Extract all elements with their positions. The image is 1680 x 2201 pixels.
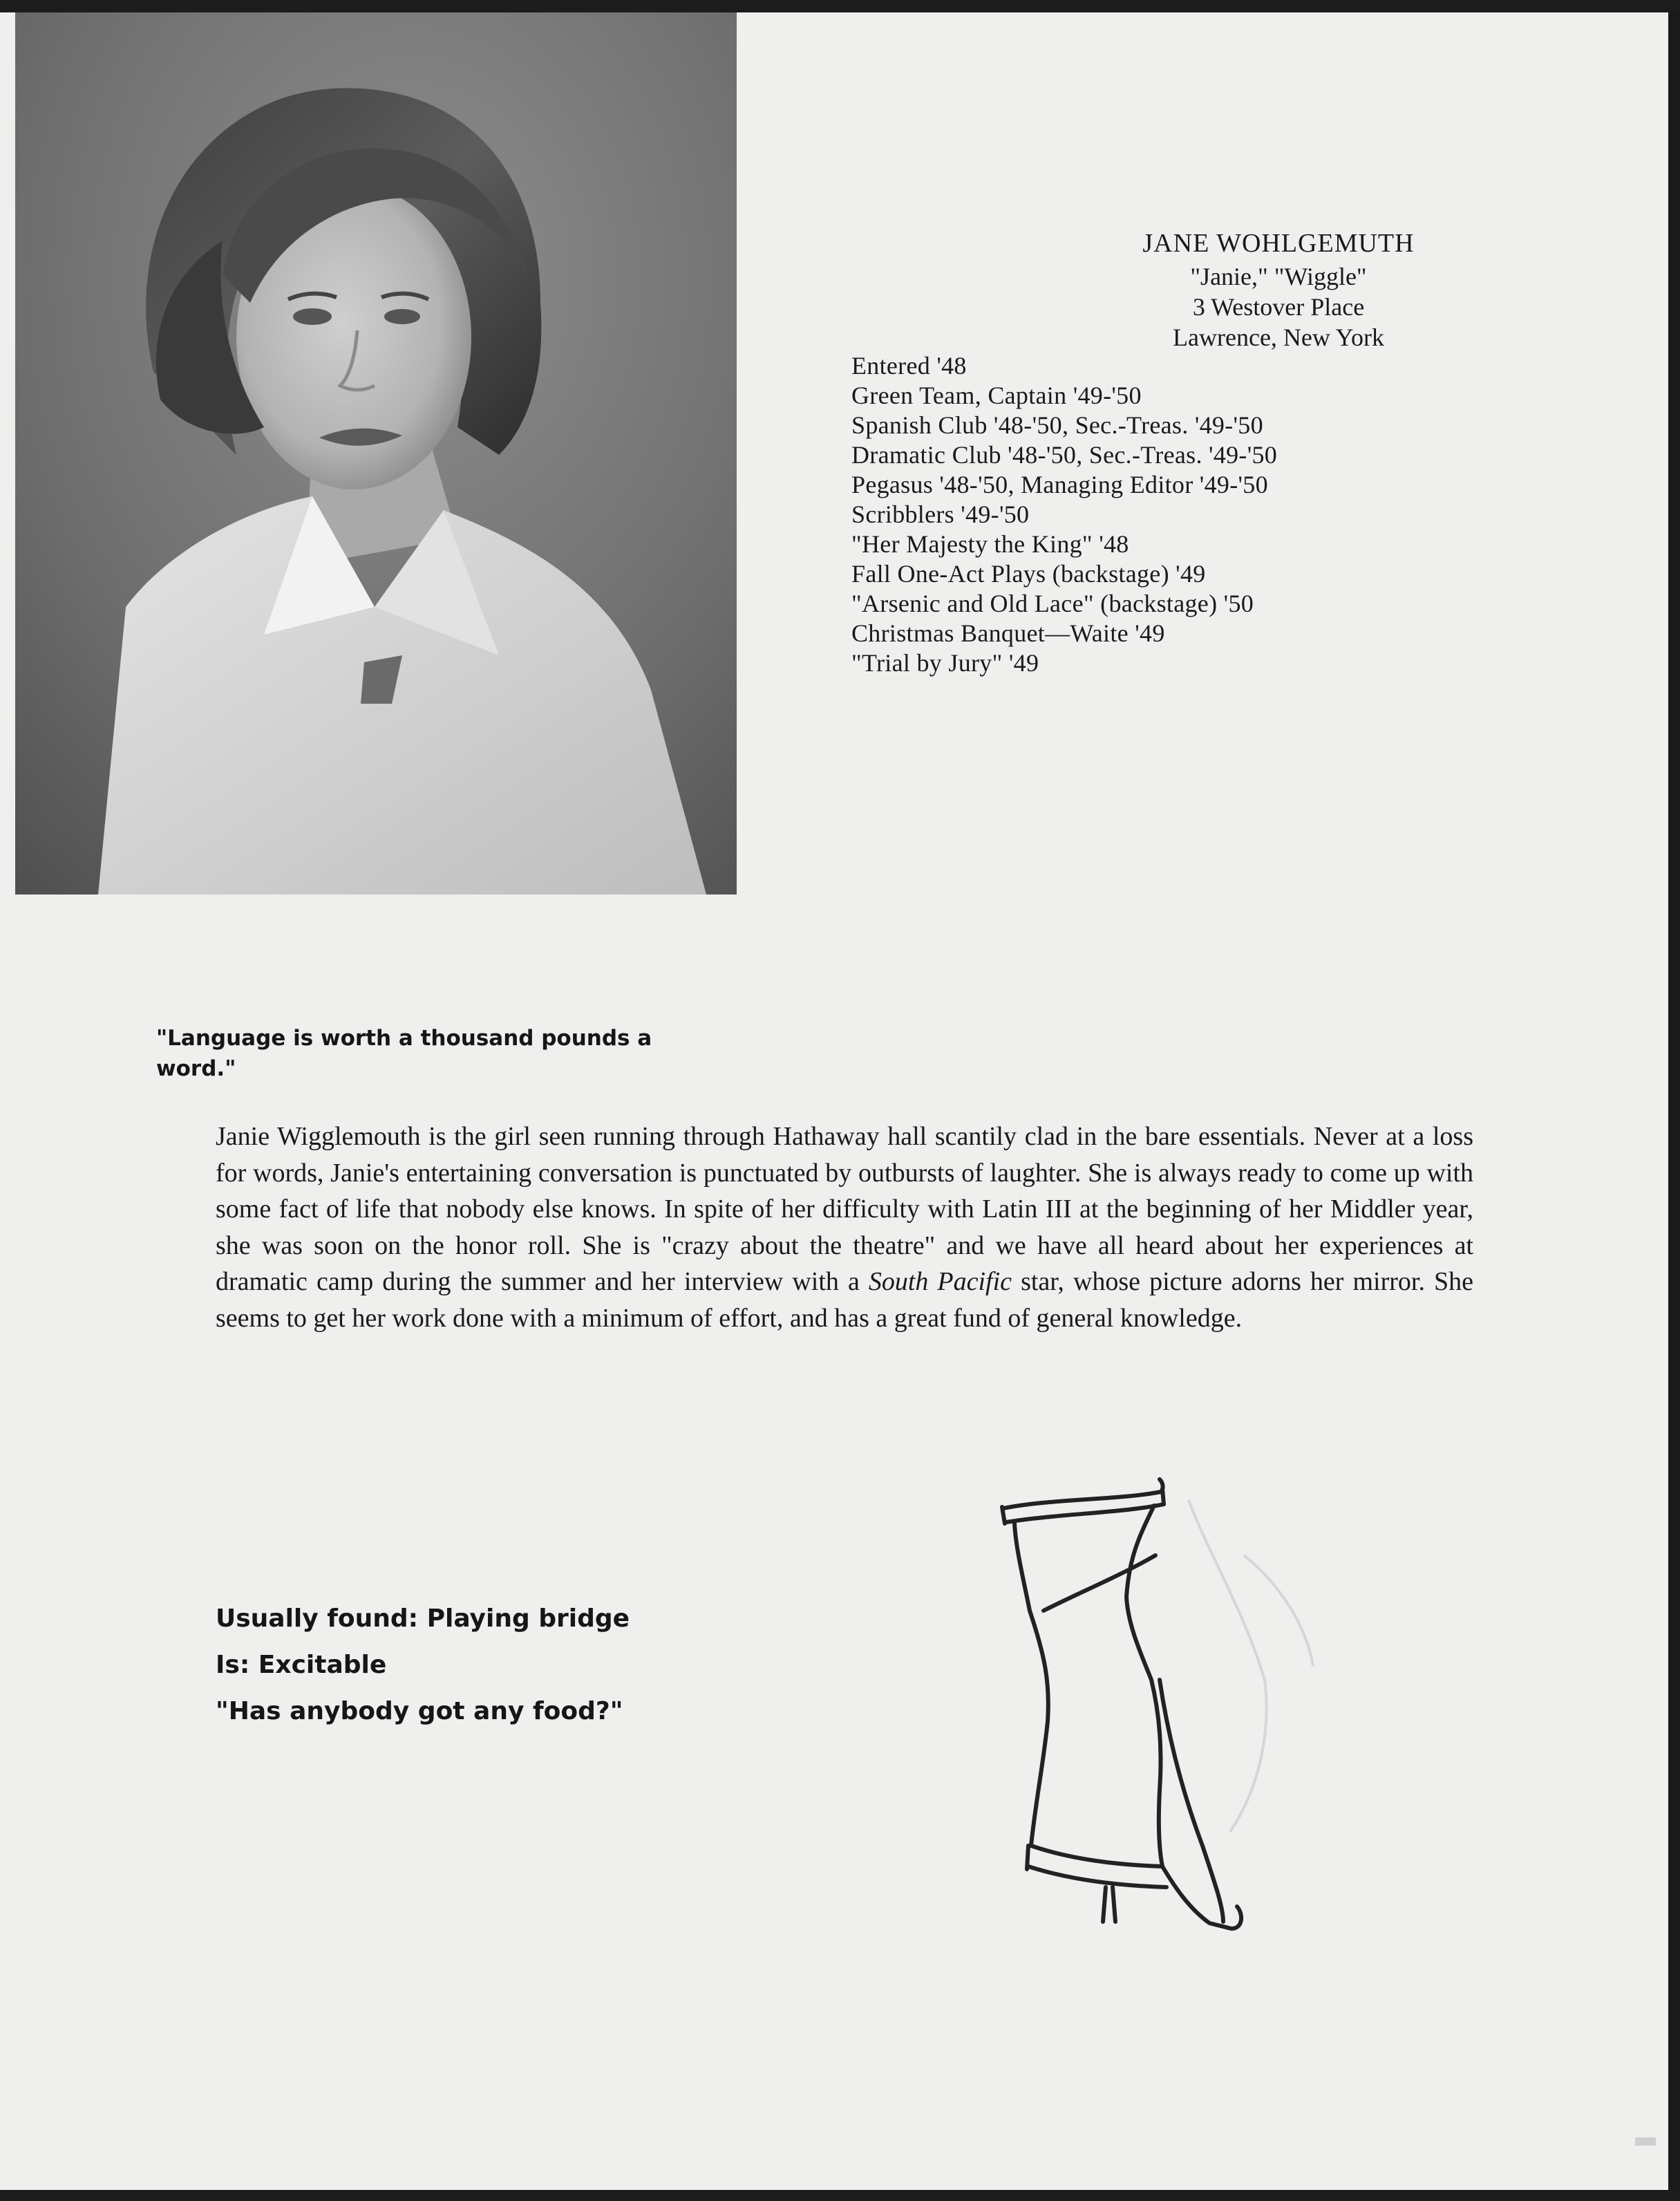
activity-item: Fall One-Act Plays (backstage) '49 bbox=[851, 560, 1206, 588]
page-edge-right bbox=[1668, 0, 1680, 2201]
activity-item: Spanish Club '48-'50, Sec.-Treas. '49-'50 bbox=[851, 411, 1263, 439]
biography-paragraph bbox=[216, 1118, 1473, 1336]
facts-block bbox=[216, 1595, 768, 1734]
biography-italic-title: South Pacific bbox=[868, 1267, 1012, 1296]
usually-found-line: Usually found: Playing bridge bbox=[216, 1604, 630, 1633]
portrait-photo bbox=[15, 12, 737, 895]
activity-item: Green Team, Captain '49-'50 bbox=[851, 382, 1142, 409]
student-name: JANE WOHLGEMUTH bbox=[1142, 229, 1415, 258]
page-edge-bottom bbox=[0, 2190, 1680, 2201]
activity-item: Scribblers '49-'50 bbox=[851, 500, 1030, 528]
address-city: Lawrence, New York bbox=[1173, 324, 1384, 351]
biography-text-part1: Janie Wigglemouth is the girl seen running through Hathaway hall scantily clad in the bare essentials. Never at a loss for words, Janie's entertaining conversation is punctuated by outbursts of laughter. She is always ready to come up with some fact of life that nobody else knows. In spite of her difficulty with Latin III at the beginning of her Middler year, she was soon on the honor roll. She is "crazy about the theatre" and we have all heard about her experiences at dramatic camp during the summer and her interview with a bbox=[216, 1122, 1473, 1296]
page-edge-top bbox=[0, 0, 1680, 12]
activity-item: "Her Majesty the King" '48 bbox=[851, 530, 1129, 558]
activities-list bbox=[851, 351, 1577, 678]
portrait-illustration bbox=[15, 12, 737, 895]
is-line: Is: Excitable bbox=[216, 1651, 387, 1679]
towel-drawing bbox=[981, 1472, 1368, 1942]
nicknames: "Janie," "Wiggle" bbox=[1190, 263, 1367, 290]
senior-quote: "Language is worth a thousand pounds a word." bbox=[156, 1026, 652, 1081]
biography-text-part2: star, whose picture adorns her mirror. She seems to get her work done with a minimum of effort, and has a great fund of general knowledge. bbox=[216, 1267, 1473, 1333]
address-street: 3 Westover Place bbox=[1192, 293, 1365, 321]
activity-item: Pegasus '48-'50, Managing Editor '49-'50 bbox=[851, 471, 1268, 498]
activity-item: Dramatic Club '48-'50, Sec.-Treas. '49-'50 bbox=[851, 441, 1278, 469]
saying-line: "Has anybody got any food?" bbox=[216, 1697, 623, 1725]
activity-item: "Arsenic and Old Lace" (backstage) '50 bbox=[851, 590, 1254, 617]
page-corner-mark bbox=[1632, 2129, 1664, 2157]
activity-item: Entered '48 bbox=[851, 352, 967, 380]
activity-item: "Trial by Jury" '49 bbox=[851, 649, 1039, 677]
activity-item: Christmas Banquet—Waite '49 bbox=[851, 619, 1165, 647]
